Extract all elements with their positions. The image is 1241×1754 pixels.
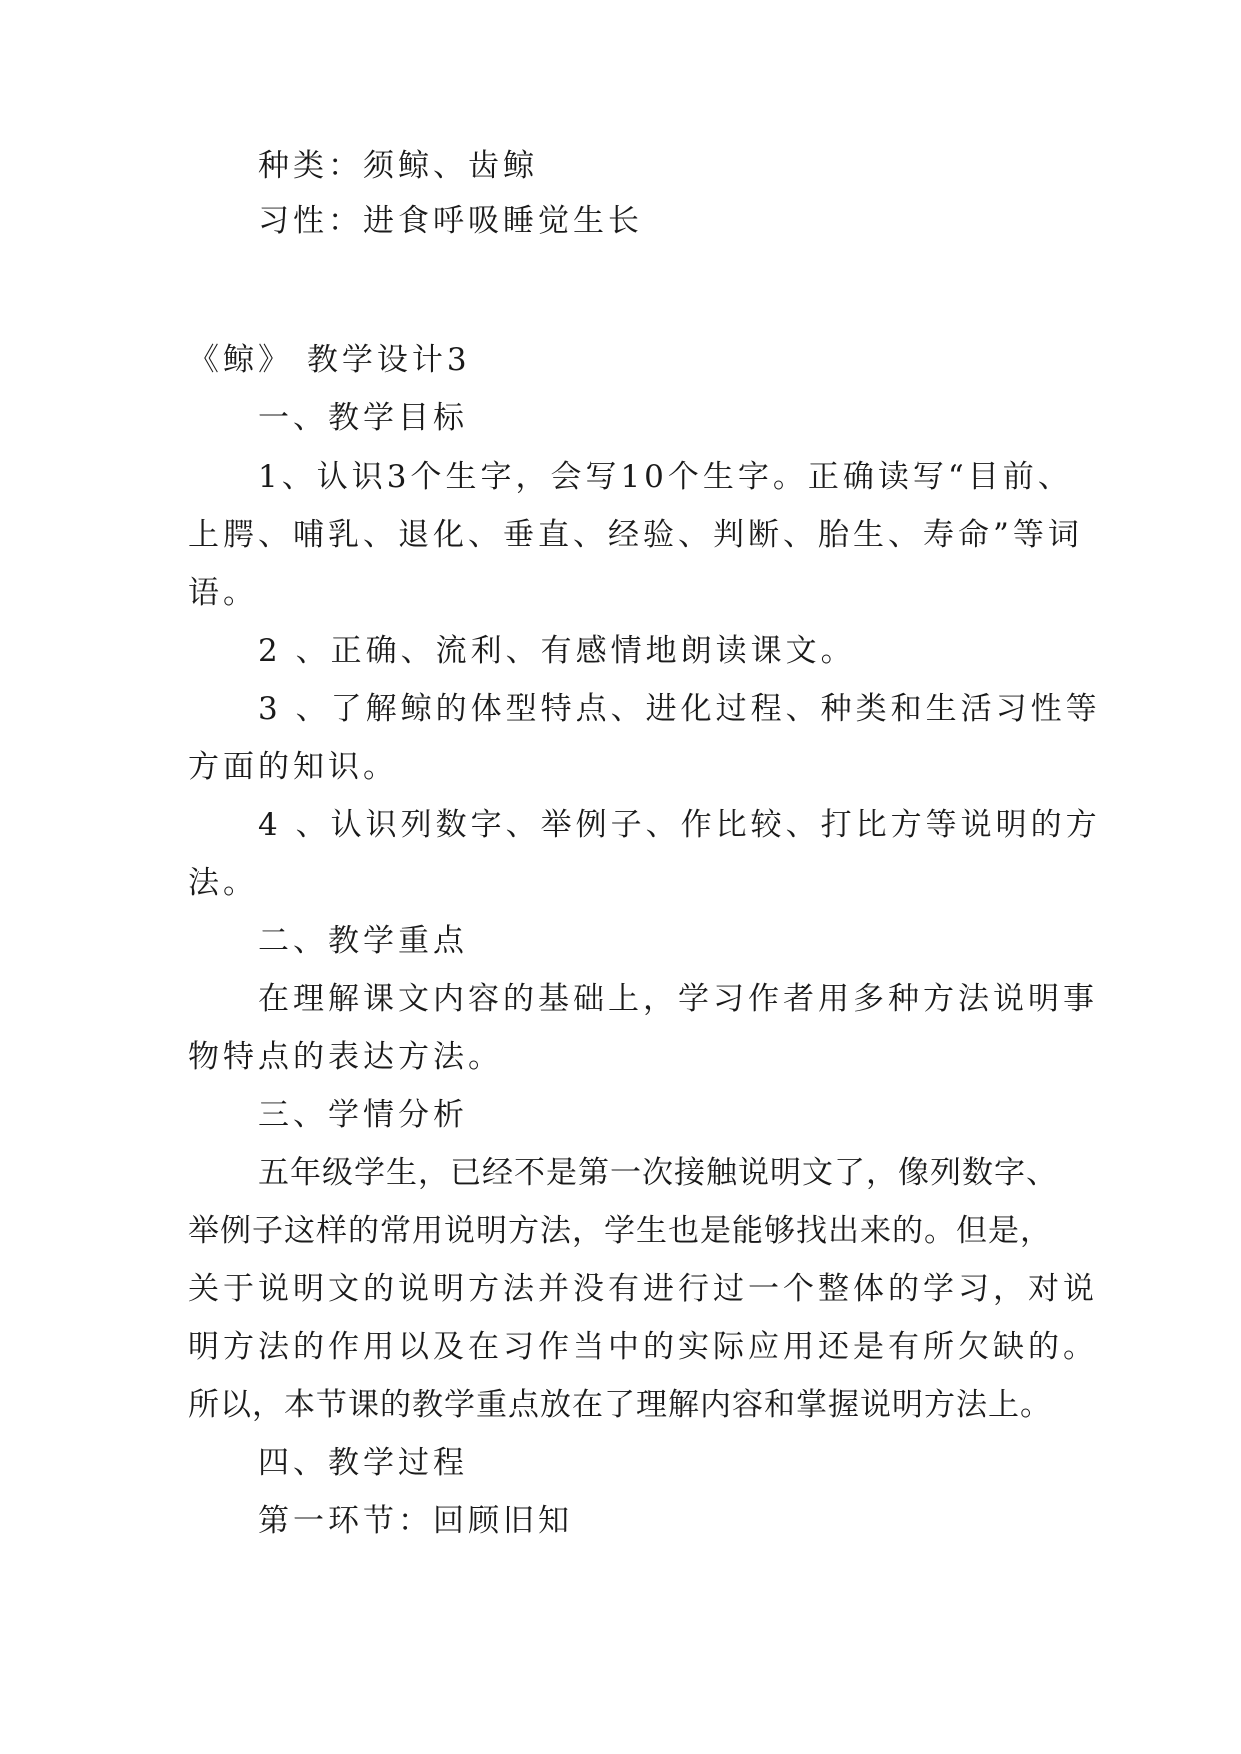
heading-learning-analysis: 三、学情分析 — [258, 1097, 468, 1133]
text-line: 所以，本节课的教学重点放在了理解内容和掌握说明方法上。 — [188, 1387, 1052, 1423]
text-line: 第一环节：回顾旧知 — [258, 1503, 573, 1539]
text-line: 明方法的作用以及在习作当中的实际应用还是有所欠缺的。 — [188, 1329, 1098, 1365]
text-line: 1、认识3个生字，会写10个生字。正确读写“目前、 — [258, 459, 1073, 495]
text-line: 方面的知识。 — [188, 749, 398, 785]
text-line: 习性：进食呼吸睡觉生长 — [258, 203, 643, 239]
section-title: 《鲸》 教学设计3 — [188, 342, 471, 378]
heading-teaching-goals: 一、教学目标 — [258, 400, 468, 436]
text-line: 上腭、哺乳、退化、垂直、经验、判断、胎生、寿命”等词 — [188, 517, 1083, 553]
text-line: 五年级学生，已经不是第一次接触说明文了，像列数字、 — [258, 1155, 1058, 1191]
text-line: 物特点的表达方法。 — [188, 1039, 503, 1075]
text-line: 语。 — [188, 575, 258, 611]
heading-teaching-focus: 二、教学重点 — [258, 923, 468, 959]
heading-teaching-process: 四、教学过程 — [258, 1445, 468, 1481]
text-line: 种类：须鲸、齿鲸 — [258, 148, 538, 184]
text-line: 3 、了解鲸的体型特点、进化过程、种类和生活习性等 — [258, 691, 1101, 727]
text-line: 在理解课文内容的基础上，学习作者用多种方法说明事 — [258, 981, 1098, 1017]
text-line: 关于说明文的说明方法并没有进行过一个整体的学习，对说 — [188, 1271, 1098, 1307]
text-line: 法。 — [188, 865, 258, 901]
text-line: 4 、认识列数字、举例子、作比较、打比方等说明的方 — [258, 807, 1101, 843]
text-line: 2 、正确、流利、有感情地朗读课文。 — [258, 633, 856, 669]
text-line: 举例子这样的常用说明方法，学生也是能够找出来的。但是， — [188, 1213, 1052, 1249]
